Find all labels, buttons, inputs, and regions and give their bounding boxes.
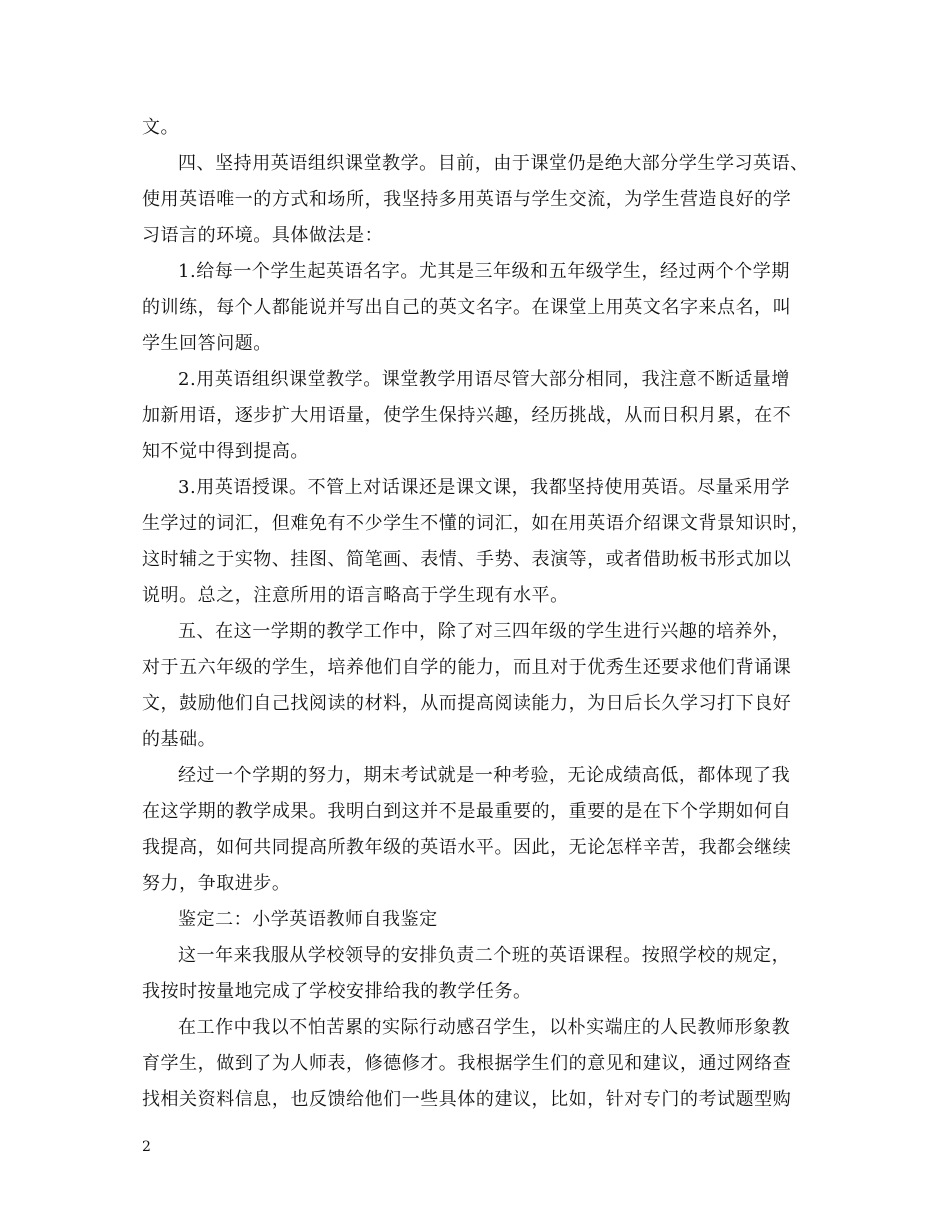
text-line: 育学生，做到了为人师表，修德修才。我根据学生们的意见和建议，通过网络查 [142,1053,792,1074]
text-line: 四、坚持用英语组织课堂教学。目前，由于课堂仍是绝大部分学生学习英语、 [178,153,809,174]
text-line: 这一年来我服从学校领导的安排负责二个班的英语课程。按照学校的规定， [178,945,791,966]
text-line: 生学过的词汇，但难免有不少学生不懂的词汇，如在用英语介绍课文背景知识时， [142,513,810,534]
text-line: 五、在这一学期的教学工作中，除了对三四年级的学生进行兴趣的培养外， [178,621,791,642]
text-line: 我提高，如何共同提高所教年级的英语水平。因此，无论怎样辛苦，我都会继续 [142,837,792,858]
text-line: 文。 [142,117,180,138]
page-number: 2 [142,1139,151,1155]
text-line: 对于五六年级的学生，培养他们自学的能力，而且对于优秀生还要求他们背诵课 [142,657,792,678]
text-line: 在工作中我以不怕苦累的实际行动感召学生，以朴实端庄的人民教师形象教 [178,1017,791,1038]
text-line: 1.给每一个学生起英语名字。尤其是三年级和五年级学生，经过两个个学期 [178,261,790,282]
text-line: 加新用语，逐步扩大用语量，使学生保持兴趣，经历挑战，从而日积月累，在不 [142,405,792,426]
text-line: 习语言的环境。具体做法是： [142,225,384,246]
section-heading: 鉴定二：小学英语教师自我鉴定 [178,909,438,930]
text-line: 2.用英语组织课堂教学。课堂教学用语尽管大部分相同，我注意不断适量增 [178,369,790,390]
text-line: 努力，争取进步。 [142,873,291,894]
text-line: 的训练，每个人都能说并写出自己的英文名字。在课堂上用英文名字来点名，叫 [142,297,792,318]
text-line: 学生回答问题。 [142,333,272,354]
text-line: 我按时按量地完成了学校安排给我的教学任务。 [142,981,532,1002]
text-line: 在这学期的教学成果。我明白到这并不是最重要的，重要的是在下个学期如何自 [142,801,792,822]
text-line: 使用英语唯一的方式和场所，我坚持多用英语与学生交流，为学生营造良好的学 [142,189,792,210]
text-line: 说明。总之，注意所用的语言略高于学生现有水平。 [142,585,569,606]
text-line: 3.用英语授课。不管上对话课还是课文课，我都坚持使用英语。尽量采用学 [178,477,790,498]
text-line: 找相关资料信息，也反馈给他们一些具体的建议，比如，针对专门的考试题型购 [142,1089,792,1110]
text-line: 这时辅之于实物、挂图、简笔画、表情、手势、表演等，或者借助板书形式加以 [142,549,792,570]
text-line: 经过一个学期的努力，期末考试就是一种考验，无论成绩高低，都体现了我 [178,765,791,786]
text-line: 文，鼓励他们自己找阅读的材料，从而提高阅读能力，为日后长久学习打下良好 [142,693,792,714]
text-line: 的基础。 [142,729,217,750]
text-line: 知不觉中得到提高。 [142,441,309,462]
